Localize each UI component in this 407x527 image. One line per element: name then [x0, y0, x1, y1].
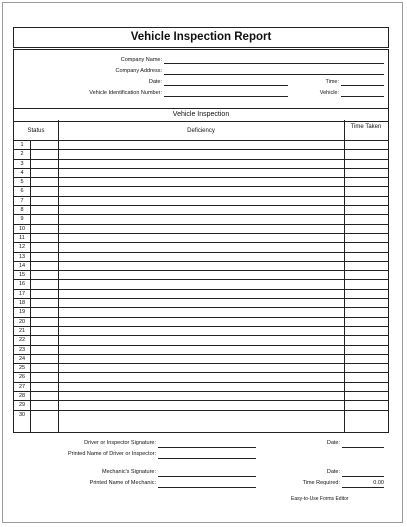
row-number: 23: [18, 346, 26, 353]
table-row[interactable]: [14, 326, 388, 335]
row-number: 2: [20, 151, 24, 158]
date-label: Date:: [148, 79, 162, 85]
table-row[interactable]: [14, 298, 388, 307]
form-credit: Easy-to-Use Forms Editor: [291, 496, 349, 502]
driver-printed-name-field[interactable]: [158, 450, 256, 459]
vin-field[interactable]: [164, 88, 288, 97]
table-row[interactable]: [14, 233, 388, 242]
table-row[interactable]: [14, 177, 388, 186]
row-number: 12: [18, 244, 26, 251]
table-row[interactable]: [14, 335, 388, 344]
table-row[interactable]: [14, 261, 388, 270]
table-row[interactable]: [14, 400, 388, 409]
footer-date-label-2: Date:: [326, 469, 340, 475]
table-row[interactable]: [14, 205, 388, 214]
time-field[interactable]: [341, 77, 384, 86]
status-column-header: Status: [27, 128, 45, 134]
driver-name-row: [13, 450, 389, 460]
row-number: 24: [18, 355, 26, 362]
table-row[interactable]: [14, 214, 388, 223]
row-number: 16: [18, 281, 26, 288]
company-name-row: [14, 55, 388, 66]
table-row[interactable]: [14, 270, 388, 279]
time-required-label: Time Required:: [302, 480, 340, 486]
table-row[interactable]: [14, 317, 388, 326]
table-row[interactable]: [14, 149, 388, 158]
row-number: 19: [18, 309, 26, 316]
mechanic-printed-name-field[interactable]: [158, 479, 256, 488]
row-number: 13: [18, 253, 26, 260]
table-row[interactable]: [14, 140, 388, 149]
footer-date-field-1[interactable]: [342, 439, 384, 448]
table-row[interactable]: [14, 186, 388, 195]
time-required-value[interactable]: 0.00: [342, 479, 384, 488]
row-number: 15: [18, 272, 26, 279]
form-sheet: [2, 2, 403, 523]
footer-date-label-1: Date:: [326, 440, 340, 446]
row-number: 28: [18, 393, 26, 400]
section-title: Vehicle Inspection: [14, 108, 388, 122]
driver-printed-name-label: Printed Name of Driver or Inspector:: [67, 451, 156, 457]
mechanic-name-row: [13, 479, 389, 489]
row-number: 22: [18, 337, 26, 344]
table-row[interactable]: [14, 354, 388, 363]
row-number: 1: [20, 142, 24, 148]
row-number: 17: [18, 290, 26, 297]
mechanic-printed-name-label: Printed Name of Mechanic:: [89, 480, 156, 486]
report-title: Vehicle Inspection Report: [13, 27, 389, 48]
row-number: 4: [20, 169, 24, 176]
row-number: 25: [18, 365, 26, 372]
table-row[interactable]: [14, 252, 388, 261]
vehicle-field[interactable]: [341, 88, 384, 97]
row-number: 30: [18, 411, 26, 418]
company-name-label: Company Name:: [120, 57, 162, 63]
vehicle-label: Vehicle:: [319, 90, 339, 96]
table-row[interactable]: [14, 168, 388, 177]
row-number: 27: [18, 383, 26, 390]
table-row[interactable]: [14, 159, 388, 168]
driver-signature-label: Driver or Inspector Signature:: [84, 440, 156, 446]
inspection-grid: [14, 140, 388, 419]
driver-signature-row: [13, 439, 389, 449]
table-row[interactable]: [14, 279, 388, 288]
time-label: Time:: [325, 79, 339, 85]
table-row[interactable]: [14, 224, 388, 233]
row-number: 21: [18, 327, 26, 334]
row-number: 11: [19, 234, 25, 241]
table-row[interactable]: [14, 289, 388, 298]
row-number: 18: [18, 300, 26, 307]
company-address-field[interactable]: [164, 66, 384, 75]
row-number: 9: [20, 216, 24, 223]
row-number: 6: [20, 188, 24, 195]
mechanic-signature-row: [13, 468, 389, 478]
company-name-field[interactable]: [164, 55, 384, 64]
table-row[interactable]: [14, 345, 388, 354]
time-taken-column-header: Time Taken: [350, 124, 382, 130]
table-row[interactable]: [14, 410, 388, 419]
date-time-row: [14, 77, 388, 88]
vin-row: [14, 88, 388, 99]
mechanic-signature-field[interactable]: [158, 468, 256, 477]
row-number: 8: [20, 207, 24, 214]
row-number: 3: [20, 160, 24, 167]
row-number: 29: [18, 402, 26, 409]
deficiency-column-header: Deficiency: [187, 128, 215, 134]
company-address-label: Company Address:: [115, 68, 162, 74]
row-number: 7: [20, 197, 24, 204]
table-row[interactable]: [14, 242, 388, 251]
driver-signature-field[interactable]: [158, 439, 256, 448]
vin-label: Vehicle Identification Number:: [89, 90, 162, 96]
mechanic-signature-label: Mechanic's Signature:: [102, 469, 156, 475]
row-number: 14: [18, 262, 26, 269]
company-address-row: [14, 66, 388, 77]
table-row[interactable]: [14, 196, 388, 205]
table-row[interactable]: [14, 391, 388, 400]
table-row[interactable]: [14, 382, 388, 391]
row-number: 5: [20, 179, 24, 186]
row-number: 26: [18, 374, 26, 381]
row-number: 20: [18, 318, 26, 325]
row-number: 10: [18, 225, 26, 232]
date-field[interactable]: [164, 77, 288, 86]
table-row[interactable]: [14, 372, 388, 381]
inspection-frame: [13, 49, 389, 433]
table-row[interactable]: [14, 307, 388, 316]
table-row[interactable]: [14, 363, 388, 372]
footer-date-field-2[interactable]: [342, 468, 384, 477]
